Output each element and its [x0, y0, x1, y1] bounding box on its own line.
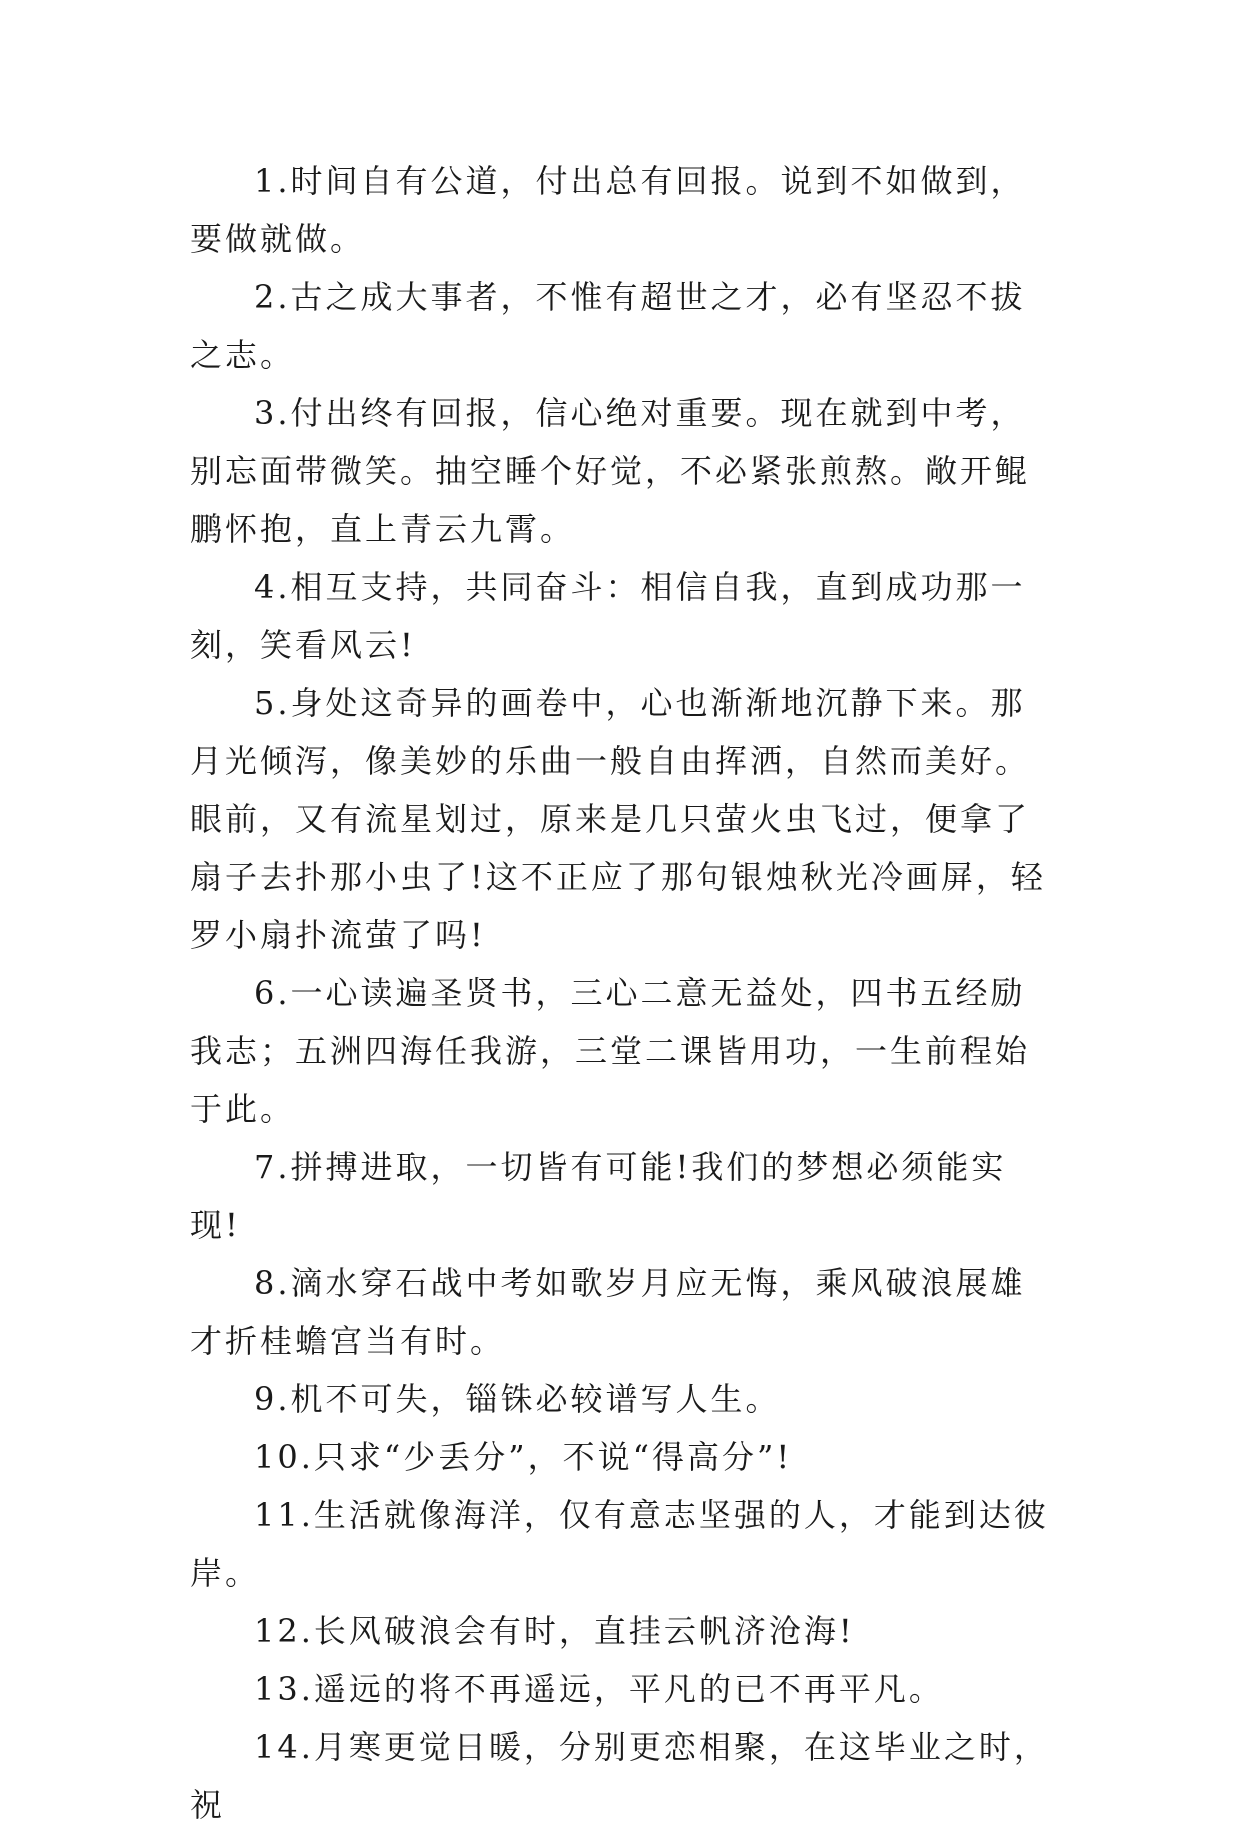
- paragraph-2: 2.古之成大事者，不惟有超世之才，必有坚忍不拔之志。: [190, 278, 1026, 374]
- paragraph-12: 12.长风破浪会有时，直挂云帆济沧海!: [254, 1612, 855, 1650]
- paragraph-3: 3.付出终有回报，信心绝对重要。现在就到中考，别忘面带微笑。抽空睡个好觉，不必紧张煎熬。敞开鲲鹏怀抱，直上青云九霄。: [190, 394, 1031, 548]
- paragraph-9: 9.机不可失，锱铢必较谱写人生。: [254, 1380, 781, 1418]
- paragraph-10: 10.只求“少丢分”，不说“得高分”!: [254, 1438, 793, 1476]
- paragraph-1: 1.时间自有公道，付出总有回报。说到不如做到，要做就做。: [190, 162, 1026, 258]
- paragraph-14: 14.月寒更觉日暖，分别更恋相聚，在这毕业之时，祝: [190, 1728, 1049, 1824]
- paragraph-4: 4.相互支持，共同奋斗：相信自我，直到成功那一刻，笑看风云!: [190, 568, 1026, 664]
- paragraph-7: 7.拼搏进取，一切皆有可能!我们的梦想必须能实现!: [190, 1148, 1007, 1244]
- paragraph-5: 5.身处这奇异的画卷中，心也渐渐地沉静下来。那月光倾泻，像美妙的乐曲一般自由挥洒，自然而美好。眼前，又有流星划过，原来是几只萤火虫飞过，便拿了扇子去扑那小虫了!这不正应了那句银烛秋光冷画屏，轻罗小扇扑流萤了吗!: [190, 684, 1046, 954]
- paragraph-8: 8.滴水穿石战中考如歌岁月应无悔，乘风破浪展雄才折桂蟾宫当有时。: [190, 1264, 1026, 1360]
- document-body: [190, 152, 1050, 1834]
- paragraph-11: 11.生活就像海洋，仅有意志坚强的人，才能到达彼岸。: [190, 1496, 1049, 1592]
- paragraph-6: 6.一心读遍圣贤书，三心二意无益处，四书五经励我志；五洲四海任我游，三堂二课皆用功，一生前程始于此。: [190, 974, 1031, 1128]
- paragraph-13: 13.遥远的将不再遥远，平凡的已不再平凡。: [254, 1670, 944, 1708]
